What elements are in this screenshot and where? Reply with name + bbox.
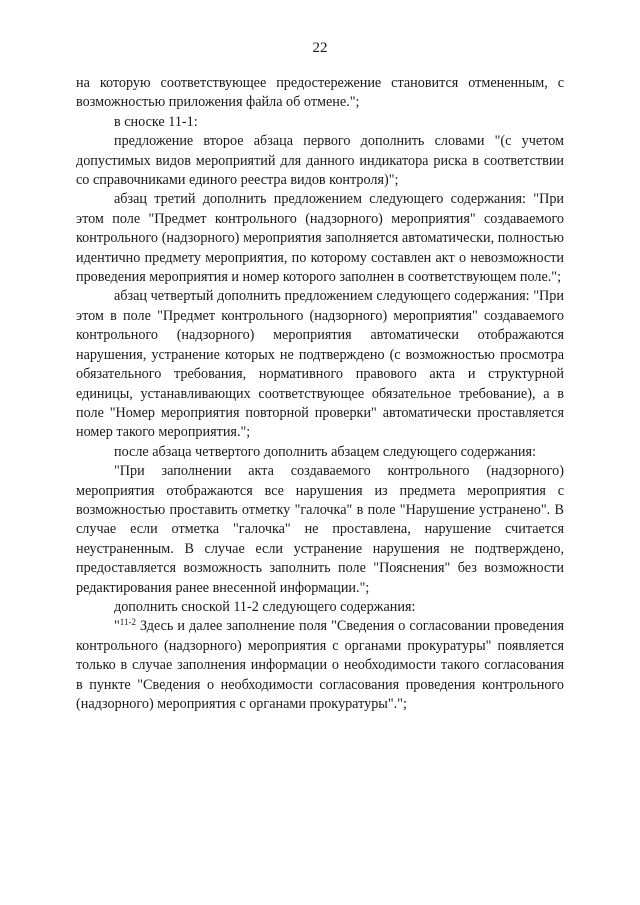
- footnote-open-quote: ": [114, 618, 120, 635]
- document-body: [76, 74, 564, 714]
- footnote-text: Здесь и далее заполнение поля "Сведения о согласовании проведения контрольного (надзорного) мероприятия с органами прокуратуры" появляется только в случае заполнения информации о необходимости такого согласования в пункте "Сведения о необходимости согласования проведения контрольного (надзорного) мероприятия с органами прокуратуры".";: [76, 618, 564, 712]
- paragraph: на которую соответствующее предостережение становится отмененным, с возможностью приложения файла об отмене.";: [76, 75, 564, 111]
- paragraph: предложение второе абзаца первого дополнить словами "(с учетом допустимых видов мероприятий для данного индикатора риска в соответствии со справочниками единого реестра видов контроля)";: [76, 133, 564, 189]
- paragraph: в сноске 11-1:: [114, 113, 198, 130]
- paragraph: абзац третий дополнить предложением следующего содержания: "При этом поле "Предмет контрольного (надзорного) мероприятия" создаваемого контрольного (надзорного) мероприятия заполняется автоматически, полностью идентично предмету мероприятия, по которому составлен акт о невозможности проведения мероприятия и номер которого заполнен в соответствующем поле.";: [76, 191, 564, 286]
- paragraph: абзац четвертый дополнить предложением следующего содержания: "При этом в поле "Предмет контрольного (надзорного) мероприятия" создаваемого контрольного (надзорного) мероприятия автоматически отображаются нарушения, устранение которых не подтверждено (с возможностью просмотра обязательного требования, нормативного правового акта и структурной единицы, устанавливающих соответствующее обязательное требование), а в поле "Номер мероприятия повторной проверки" автоматически проставляется номер такого мероприятия.";: [76, 288, 564, 441]
- paragraph: после абзаца четвертого дополнить абзацем следующего содержания:: [114, 443, 536, 460]
- paragraph: дополнить сноской 11-2 следующего содержания:: [114, 598, 416, 615]
- page-number: 22: [312, 40, 328, 56]
- footnote-paragraph: [76, 617, 564, 714]
- footnote-marker: 11-2: [119, 617, 136, 628]
- paragraph: "При заполнении акта создаваемого контрольного (надзорного) мероприятия отображаются все нарушения из предмета мероприятия с возможностью проставить отметку "галочка" в поле "Нарушение устранено". В случае если отметка "галочка" не проставлена, нарушение считается неустраненным. В случае если устранение нарушения не подтверждено, предоставляется возможность заполнить поле "Пояснения" без возможности редактирования ранее внесенной информации.";: [76, 463, 564, 596]
